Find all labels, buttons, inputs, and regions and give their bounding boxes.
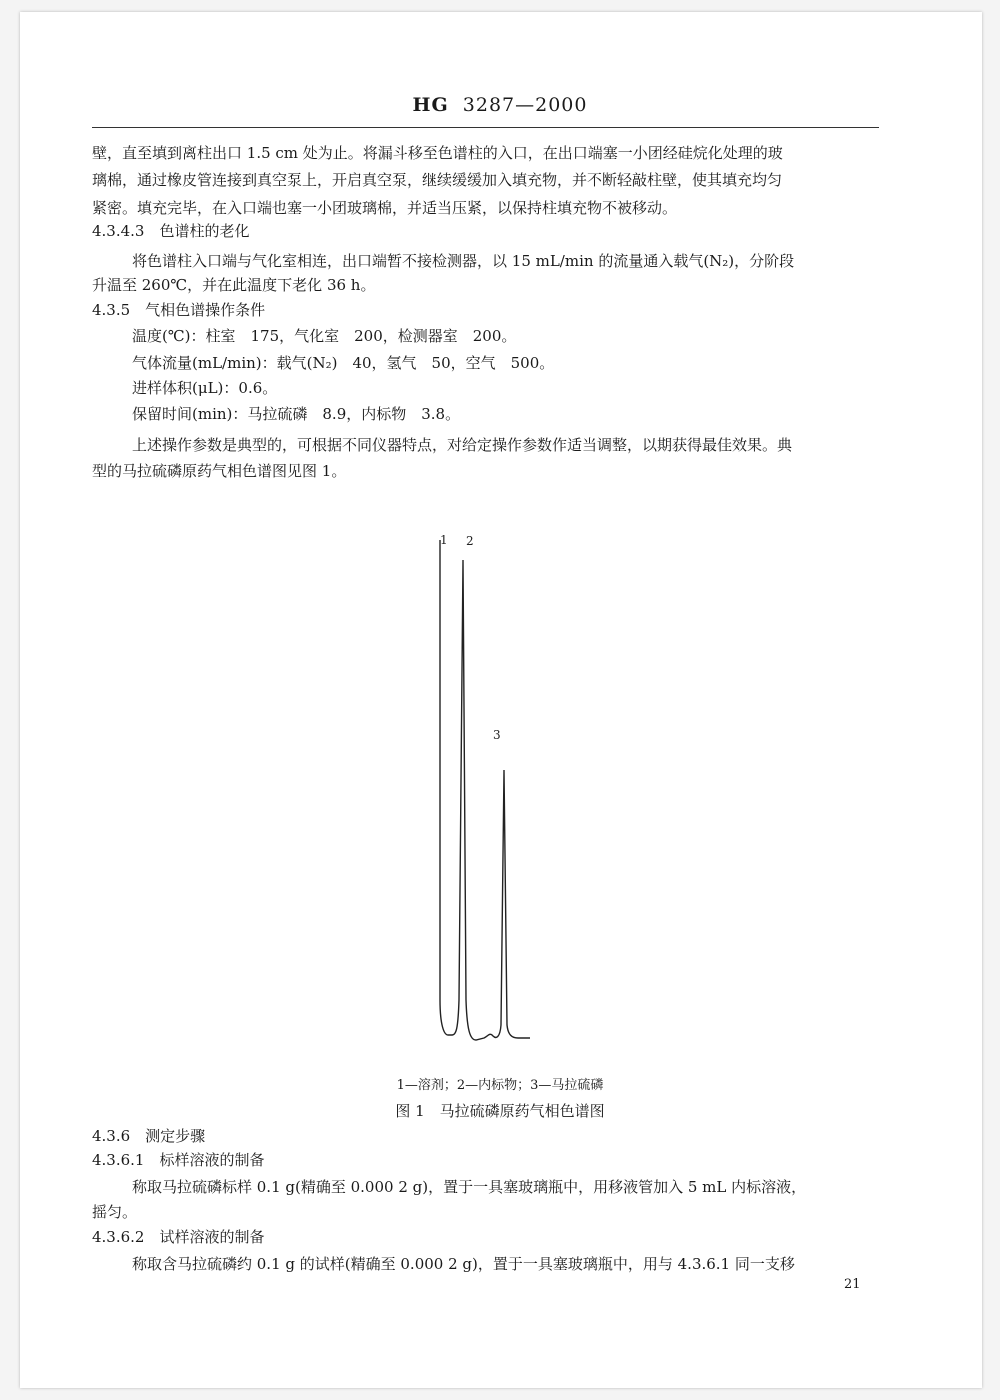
chromatogram-figure: [430, 530, 540, 1050]
header-rule: [92, 127, 879, 128]
section-heading-4-3-5: 4.3.5 气相色谱操作条件: [92, 301, 266, 319]
figure-legend: 1—溶剂；2—内标物；3—马拉硫磷: [396, 1078, 604, 1093]
paragraph-line: 称取含马拉硫磷约 0.1 g 的试样(精确至 0.000 2 g)，置于一具塞玻璃瓶中，用与 4.3.6.1 同一支移: [132, 1255, 795, 1273]
condition-temperature: 温度(℃)：柱室 175，气化室 200，检测器室 200。: [132, 327, 517, 345]
paragraph-line: 壁，直至填到离柱出口 1.5 cm 处为止。将漏斗移至色谱柱的入口，在出口端塞一小团经硅烷化处理的玻: [92, 144, 783, 162]
condition-gas-flow: 气体流量(mL/min)：载气(N₂) 40，氢气 50，空气 500。: [132, 354, 555, 372]
standard-number: 3287—2000: [462, 94, 588, 116]
paragraph-line: 升温至 260℃，并在此温度下老化 36 h。: [92, 276, 376, 294]
peak-label-1: 1: [440, 533, 448, 547]
condition-retention-time: 保留时间(min)：马拉硫磷 8.9，内标物 3.8。: [132, 405, 461, 423]
paragraph-line: 摇匀。: [92, 1203, 138, 1221]
paragraph-line: 将色谱柱入口端与气化室相连，出口端暂不接检测器，以 15 mL/min 的流量通入载气(N₂)，分阶段: [132, 252, 795, 270]
page-header: [0, 94, 1000, 116]
paragraph-line: 紧密。填充完毕，在入口端也塞一小团玻璃棉，并适当压紧，以保持柱填充物不被移动。: [92, 199, 678, 217]
section-heading-4-3-4-3: 4.3.4.3 色谱柱的老化: [92, 222, 250, 240]
section-heading-4-3-6: 4.3.6 测定步骤: [92, 1127, 206, 1145]
paragraph-line: 上述操作参数是典型的，可根据不同仪器特点，对给定操作参数作适当调整，以期获得最佳效果。典: [132, 436, 793, 454]
paragraph-line: 型的马拉硫磷原药气相色谱图见图 1。: [92, 462, 347, 480]
section-heading-4-3-6-2: 4.3.6.2 试样溶液的制备: [92, 1228, 265, 1246]
page-number: 21: [844, 1277, 861, 1292]
peak-label-2: 2: [466, 534, 474, 548]
section-heading-4-3-6-1: 4.3.6.1 标样溶液的制备: [92, 1151, 265, 1169]
condition-injection-volume: 进样体积(μL)：0.6。: [132, 379, 278, 397]
paragraph-line: 称取马拉硫磷标样 0.1 g(精确至 0.000 2 g)，置于一具塞玻璃瓶中，用移液管加入 5 mL 内标溶液，: [132, 1178, 807, 1196]
standard-code: HG: [412, 94, 449, 116]
peak-label-3: 3: [493, 728, 501, 742]
paragraph-line: 璃棉，通过橡皮管连接到真空泵上，开启真空泵，继续缓缓加入填充物，并不断轻敲柱壁，使其填充均匀: [92, 171, 783, 189]
figure-caption: 图 1 马拉硫磷原药气相色谱图: [395, 1102, 605, 1120]
chromatogram-trace: [440, 540, 530, 1040]
